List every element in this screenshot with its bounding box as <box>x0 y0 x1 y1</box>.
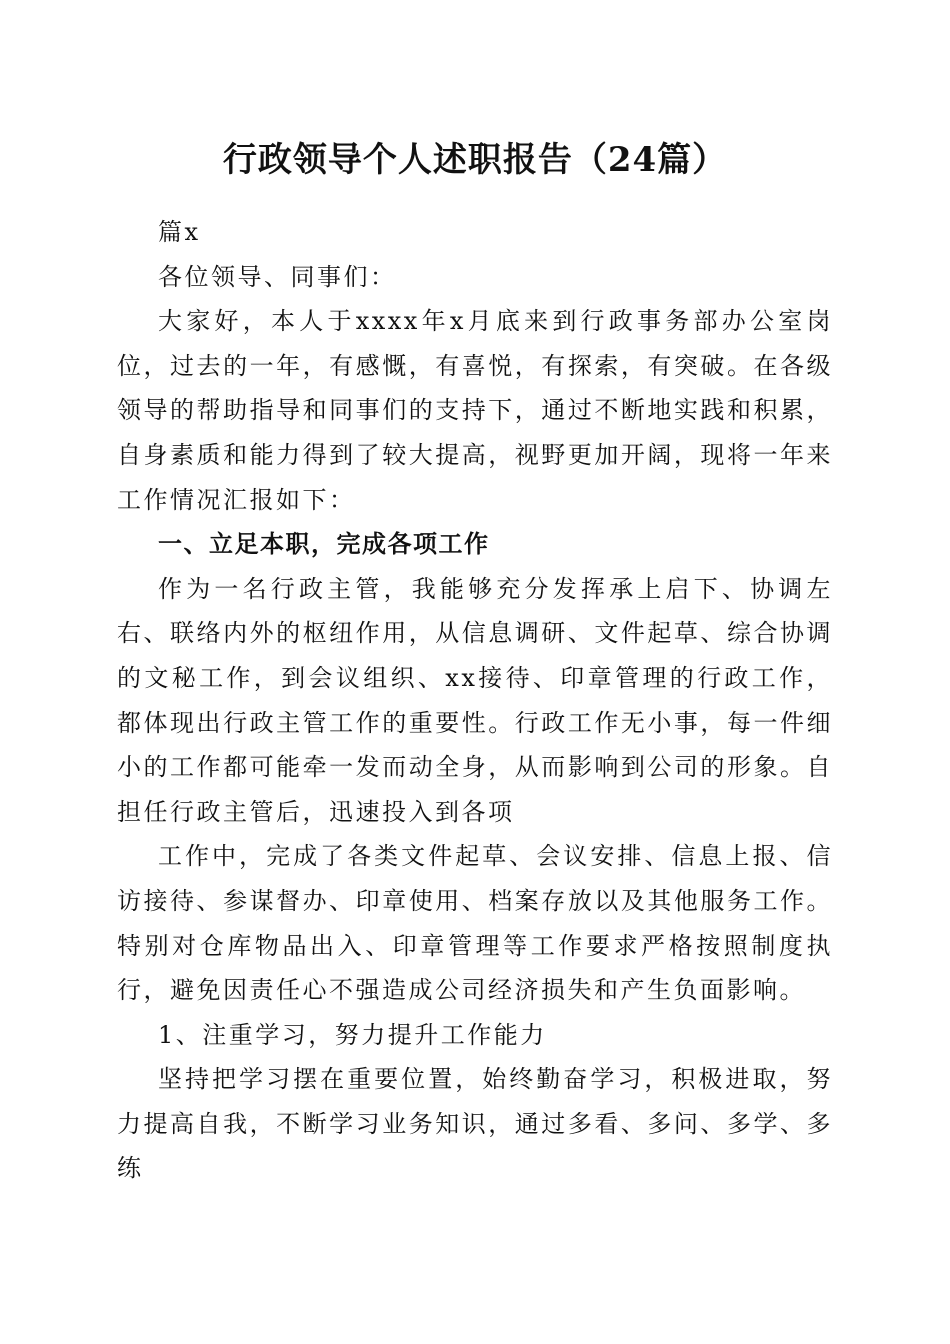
section-heading: 一、立足本职，完成各项工作 <box>158 530 490 559</box>
salutation: 各位领导、同事们： <box>158 262 397 291</box>
paragraph-duties: 作为一名行政主管，我能够充分发挥承上启下、协调左右、联络内外的枢纽作用，从信息调研、文件起草、综合协调的文秘工作，到会议组织、xx接待、印章管理的行政工作，都体现出行政主管工作的重要性。行政工作无小事，每一件细小的工作都可能牵一发而动全身，从而影响到公司的形象。自担任行政主管后，迅速投入到各项 <box>117 574 833 826</box>
paragraph-learning: 坚持把学习摆在重要位置，始终勤奋学习，积极进取，努力提高自我，不断学习业务知识，通过多看、多问、多学、多练 <box>117 1065 833 1183</box>
section-label: 篇x <box>158 218 201 246</box>
paragraph-work: 工作中，完成了各类文件起草、会议安排、信息上报、信访接待、参谋督办、印章使用、档案存放以及其他服务工作。特别对仓库物品出入、印章管理等工作要求严格按照制度执行，避免因责任心不强造成公司经济损失和产生负面影响。 <box>117 842 833 1005</box>
document-title: 行政领导个人述职报告（24篇） <box>222 140 728 180</box>
paragraph-intro: 大家好，本人于xxxx年x月底来到行政事务部办公室岗位，过去的一年，有感慨，有喜悦，有探索，有突破。在各级领导的帮助指导和同事们的支持下，通过不断地实践和积累，自身素质和能力得到了较大提高，视野更加开阔，现将一年来工作情况汇报如下： <box>117 307 833 514</box>
subsection-heading: 1、注重学习，努力提升工作能力 <box>158 1020 547 1049</box>
document-body <box>117 210 833 1191</box>
